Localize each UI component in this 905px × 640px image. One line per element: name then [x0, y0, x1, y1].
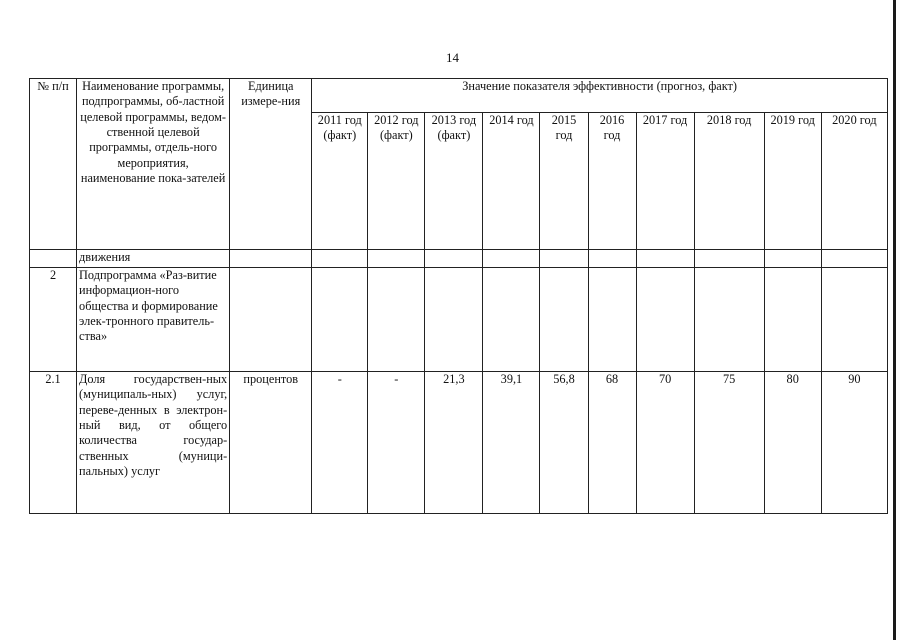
value-2011: -: [312, 372, 368, 514]
cell-empty: [588, 268, 636, 372]
cell-empty: [425, 250, 483, 268]
cell-empty: [821, 268, 887, 372]
row-subprogram-num: 2: [30, 268, 77, 372]
cell-empty: [636, 250, 694, 268]
cell-empty: [540, 250, 588, 268]
header-year-2020: 2020 год: [821, 113, 887, 250]
cell-empty: [230, 268, 312, 372]
header-year-2018: 2018 год: [694, 113, 764, 250]
header-year-2014: 2014 год: [483, 113, 540, 250]
value-2015: 56,8: [540, 372, 588, 514]
value-2012: -: [368, 372, 425, 514]
cell-empty: [540, 268, 588, 372]
cell-empty: [588, 250, 636, 268]
header-value-group: Значение показателя эффективности (прогноз, факт): [312, 79, 888, 113]
cell-empty: [312, 250, 368, 268]
page-number: 14: [446, 50, 459, 65]
header-year-2012: 2012 год (факт): [368, 113, 425, 250]
table-row: [30, 250, 888, 268]
header-year-2019: 2019 год: [764, 113, 821, 250]
cell-empty: [425, 268, 483, 372]
page-edge-rule: [893, 0, 896, 640]
value-2019: 80: [764, 372, 821, 514]
cell-empty: [483, 268, 540, 372]
table-row: [30, 268, 888, 372]
value-2018: 75: [694, 372, 764, 514]
cell-empty: [636, 268, 694, 372]
header-name: Наименование программы, подпрограммы, об-ластной целевой программы, ведом-ственной целевой программы, отдель-ного мероприятия, наименование пока-зателей: [77, 79, 230, 250]
row-indicator-unit: процентов: [230, 372, 312, 514]
cell-empty: [764, 250, 821, 268]
cell-empty: [694, 250, 764, 268]
cell-empty: [483, 250, 540, 268]
cell-empty: [764, 268, 821, 372]
cell-empty: [230, 250, 312, 268]
cell-empty: [368, 250, 425, 268]
value-2014: 39,1: [483, 372, 540, 514]
header-year-2015: 2015 год: [540, 113, 588, 250]
header-year-2011: 2011 год (факт): [312, 113, 368, 250]
value-2017: 70: [636, 372, 694, 514]
header-unit: Единица измере-ния: [230, 79, 312, 250]
cell-empty: [821, 250, 887, 268]
value-2013: 21,3: [425, 372, 483, 514]
cell-empty: [312, 268, 368, 372]
row-continuation-name: движения: [77, 250, 230, 268]
efficiency-indicators-table: [29, 78, 888, 514]
cell-empty: [694, 268, 764, 372]
row-indicator-num: 2.1: [30, 372, 77, 514]
value-2016: 68: [588, 372, 636, 514]
header-year-2013: 2013 год (факт): [425, 113, 483, 250]
header-year-2016: 2016 год: [588, 113, 636, 250]
value-2020: 90: [821, 372, 887, 514]
row-subprogram-name: Подпрограмма «Раз-витие информацион-ного общества и формирование элек-тронного правитель-ства»: [77, 268, 230, 372]
header-num: № п/п: [30, 79, 77, 250]
table-row: [30, 372, 888, 514]
cell-empty: [368, 268, 425, 372]
cell-empty: [30, 250, 77, 268]
row-indicator-name: Доля государствен-ных (муниципаль-ных) услуг, переве-денных в электрон-ный вид, от общего количества государ-ственных (муници-пальных) услуг: [77, 372, 230, 514]
header-year-2017: 2017 год: [636, 113, 694, 250]
